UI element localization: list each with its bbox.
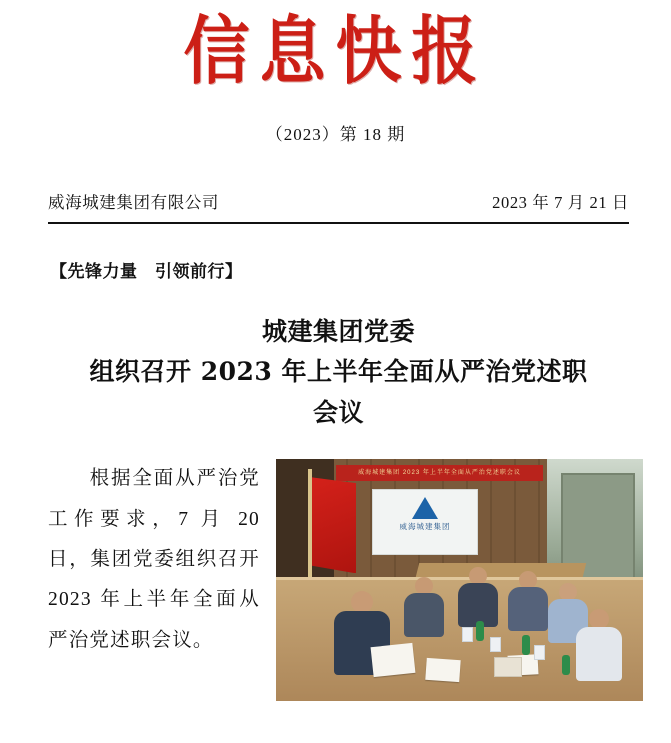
article-photo: [276, 459, 643, 701]
water-bottle: [476, 621, 484, 641]
masthead: [0, 0, 671, 95]
person-body: [576, 627, 622, 681]
cup: [490, 637, 501, 652]
company-logo-board: [372, 489, 478, 555]
water-bottle: [522, 635, 530, 655]
national-flag: [312, 477, 356, 573]
water-bottle: [562, 655, 570, 675]
headline-line-2: 组织召开 2023 年上半年全面从严治党述职: [89, 357, 588, 387]
person-head: [351, 591, 373, 613]
publication-date: 2023 年 7 月 21 日: [492, 192, 629, 212]
article-body-text: [48, 459, 260, 701]
cup: [534, 645, 545, 660]
organization-name: 威海城建集团有限公司: [48, 192, 219, 212]
company-logo-icon: [412, 497, 438, 519]
article-body-row: [0, 459, 671, 701]
person-seated-6: [576, 609, 622, 681]
meeting-banner: 威海城建集团 2023 年上半年全面从严治党述职会议: [336, 465, 543, 481]
person-seated-3: [458, 567, 498, 627]
article-headline: [46, 312, 631, 434]
tissue-box: [494, 657, 522, 677]
publication-title: 信息快报: [183, 6, 488, 95]
issue-number: （2023）第 18 期: [265, 124, 406, 144]
cup: [462, 627, 473, 642]
person-seated-2: [404, 577, 444, 637]
person-body: [508, 587, 548, 631]
document-paper: [425, 658, 460, 682]
headline-line-3: 会议: [312, 397, 364, 427]
person-body: [404, 593, 444, 637]
person-head: [589, 609, 609, 629]
document-paper: [371, 643, 416, 677]
meeting-room-illustration: [276, 459, 643, 701]
person-seated-4: [508, 571, 548, 631]
body-paragraph: 根据全面从严治党工作要求，7 月 20 日，集团党委组织召开 2023 年上半年全面从严治党述职会议。: [48, 468, 260, 651]
headline-line-1: 城建集团党委: [261, 316, 415, 346]
column-kicker: 【先锋力量 引领前行】: [50, 261, 243, 281]
company-logo-label: 威海城建集团: [399, 522, 451, 532]
meta-row: [48, 189, 629, 224]
